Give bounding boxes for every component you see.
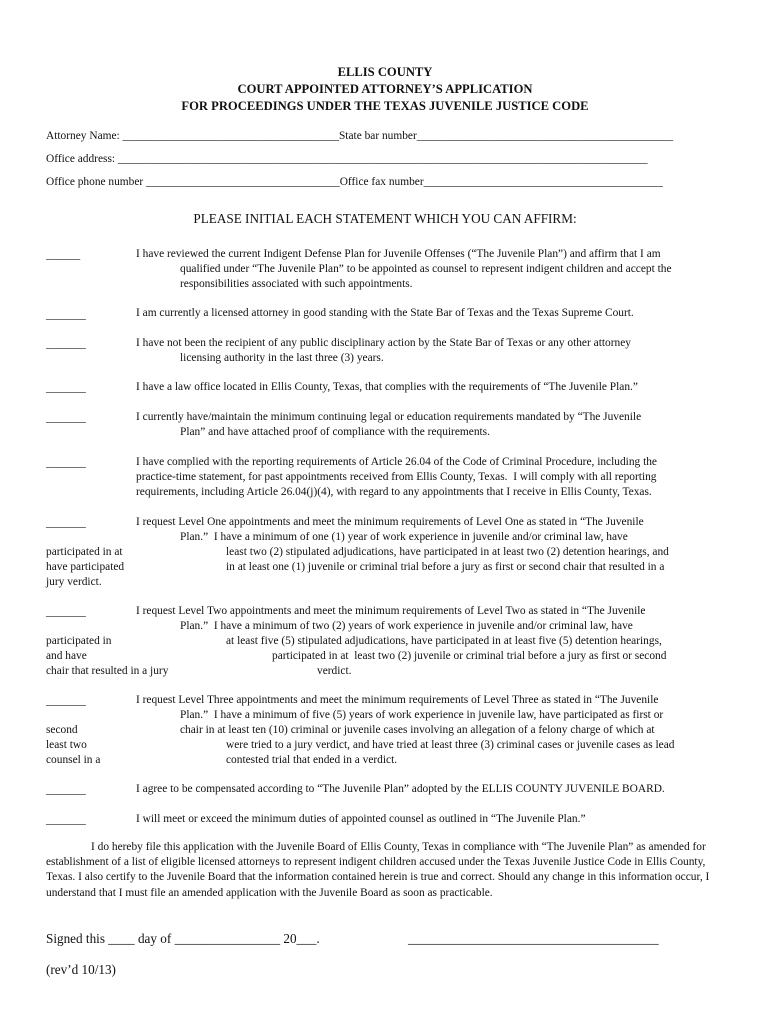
statement-1-line-3: responsibilities associated with such appointments. [180,278,413,290]
statement-9-line-3: chair in at least ten (10) criminal or juvenile cases involving an allegation of a felony charge of which at [180,724,655,736]
statement-5-line-2: Plan” and have attached proof of compliance with the requirements. [180,426,490,438]
statement-8-line-5: verdict. [317,665,352,677]
statement-6-line-1: I have complied with the reporting requirements of Article 26.04 of the Code of Criminal Procedure, including the [136,456,657,468]
initial-blank-11[interactable]: _______ [46,814,86,826]
initial-blank-10[interactable]: _______ [46,784,86,796]
statement-7-left-1: participated in at [46,546,123,558]
statement-9-line-4: were tried to a jury verdict, and have tried at least three (3) criminal cases or juvenile cases as lead [226,739,675,751]
statement-5-line-1: I currently have/maintain the minimum continuing legal or education requirements mandated by “The Juvenile [136,411,642,423]
form-title-code: FOR PROCEEDINGS UNDER THE TEXAS JUVENILE JUSTICE CODE [181,99,589,113]
statement-4-line-1: I have a law office located in Ellis County, Texas, that complies with the requirements of “The Juvenile Plan.” [136,381,638,393]
initial-blank-9[interactable]: _______ [46,695,86,707]
statement-1-line-1: I have reviewed the current Indigent Defense Plan for Juvenile Offenses (“The Juvenile Plan”) and affirm that I am [136,248,661,260]
statement-7-line-4: in at least one (1) juvenile or criminal trial before a jury as first or second chair that resulted in a [226,561,665,573]
statement-8-line-1: I request Level Two appointments and meet the minimum requirements of Level Two as stated in “The Juvenile [136,605,646,617]
statement-9-left-1: second [46,724,78,736]
statement-3-line-2: licensing authority in the last three (3) years. [180,352,384,364]
statement-6-line-3: requirements, including Article 26.04(j)(4), with regard to any appointments that I receive in Ellis County, Texas. [136,486,652,498]
statement-7-line-1: I request Level One appointments and meet the minimum requirements of Level One as stated in “The Juvenile [136,516,644,528]
office-address-field[interactable]: Office address: _____________________________________________________________________________________________ [46,153,648,165]
statement-8-left-2: and have [46,650,87,662]
initial-instruction-heading: PLEASE INITIAL EACH STATEMENT WHICH YOU CAN AFFIRM: [193,211,577,226]
form-title-county: ELLIS COUNTY [337,65,433,79]
form-title-application: COURT APPOINTED ATTORNEY’S APPLICATION [237,82,533,96]
initial-blank-1[interactable]: ______ [46,249,81,261]
initial-blank-2[interactable]: _______ [46,309,86,321]
statement-7-left-2: have participated [46,561,125,573]
statement-3-line-1: I have not been the recipient of any public disciplinary action by the State Bar of Texas or any other attorney [136,337,631,349]
initial-blank-8[interactable]: _______ [46,606,86,618]
statement-9-left-3: counsel in a [46,754,101,766]
certification-paragraph: I do hereby file this application with the Juvenile Board of Ellis County, Texas in compliance with “The Juvenile Plan” as amended for establishment of a list of eligible licensed attorneys to represent indigent children accused under the Texas Juvenile Justice Code in Ellis County, Texas. I also certify to the Juvenile Board that the information contained herein is true and correct. Should any change in this information occur, I understand that I must file an amended application with the Juvenile Board as soon as practicable. [46,841,710,899]
statement-10-line-1: I agree to be compensated according to “The Juvenile Plan” adopted by the ELLIS COUNTY JUVENILE BOARD. [136,783,665,795]
initial-blank-3[interactable]: _______ [46,338,86,350]
statement-8-line-4: participated in at least two (2) juvenile or criminal trial before a jury as first or second [272,650,667,662]
statement-9-left-2: least two [46,739,87,751]
statement-7-line-3: least two (2) stipulated adjudications, have participated in at least two (2) detention hearings, and [226,546,669,558]
statement-1-line-2: qualified under “The Juvenile Plan” to be appointed as counsel to represent indigent children and accept the [180,263,672,275]
statement-7-left-3: jury verdict. [46,576,102,588]
statement-2-line-1: I am currently a licensed attorney in good standing with the State Bar of Texas and the Texas Supreme Court. [136,307,634,319]
office-phone-fax-field[interactable]: Office phone number __________________________________Office fax number__________________________________________ [46,176,663,188]
statement-7-line-2: Plan.” I have a minimum of one (1) year of work experience in juvenile and/or criminal law, have [180,531,628,543]
statement-8-line-2: Plan.” I have a minimum of two (2) years of work experience in juvenile and/or criminal law, have [180,620,633,632]
signature-line[interactable]: ______________________________________ [408,931,659,946]
statement-6-line-2: practice-time statement, for past appointments received from Ellis County, Texas. I will comply with all reporting [136,471,657,483]
statement-9-line-1: I request Level Three appointments and meet the minimum requirements of Level Three as stated in “The Juvenile [136,694,659,706]
initial-blank-4[interactable]: _______ [46,382,86,394]
statement-8-left-3: chair that resulted in a jury [46,665,169,677]
statement-9-line-5: contested trial that ended in a verdict. [226,754,398,766]
statement-8-left-1: participated in [46,635,112,647]
statement-8-line-3: at least five (5) stipulated adjudications, have participated in at least five (5) detention hearings, [226,635,662,647]
statement-9-line-2: Plan.” I have a minimum of five (5) years of work experience in juvenile law, have participated as first or [180,709,664,721]
revision-date: (rev’d 10/13) [46,962,116,977]
attorney-name-bar-number-field[interactable]: Attorney Name: ______________________________________State bar number_____________________________________________ [46,130,674,142]
initial-blank-6[interactable]: _______ [46,457,86,469]
initial-blank-7[interactable]: _______ [46,517,86,529]
initial-blank-5[interactable]: _______ [46,412,86,424]
statement-11-line-1: I will meet or exceed the minimum duties of appointed counsel as outlined in “The Juvenile Plan.” [136,813,586,825]
signed-date-line[interactable]: Signed this ____ day of ________________ 20___. [46,931,320,946]
